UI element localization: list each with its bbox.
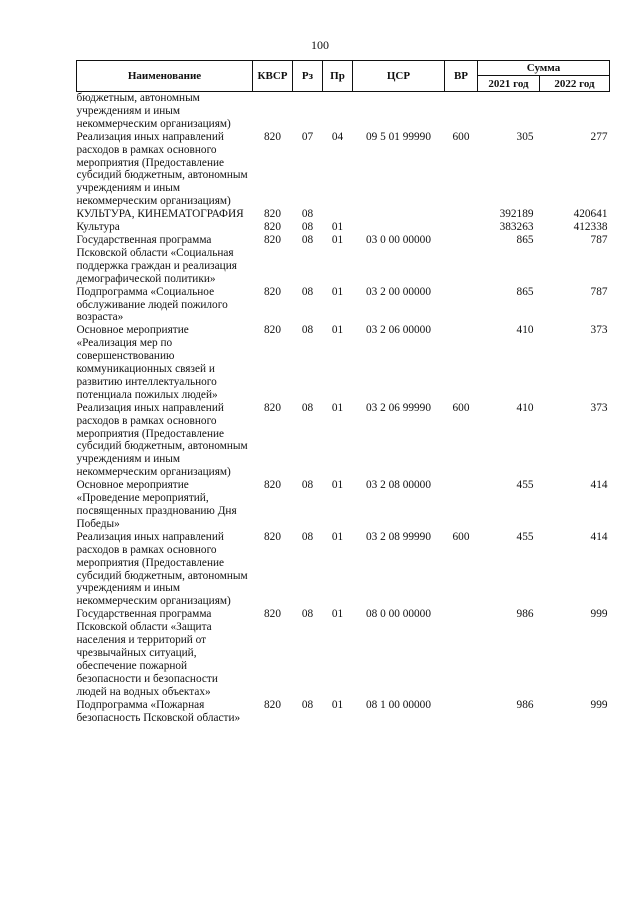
cell-vr bbox=[445, 234, 478, 286]
cell-rz: 07 bbox=[301, 130, 314, 143]
cell-name: Реализация иных направлений расходов в рамках основного мероприятия (Предоставление субсидий бюджетным, автономным учреждениям и иным некоммерческим организациям) bbox=[76, 530, 248, 608]
cell-vr bbox=[445, 208, 478, 221]
cell-2021: 865 bbox=[516, 233, 534, 246]
cell-2022: 277 bbox=[590, 130, 608, 143]
cell-rz: 08 bbox=[301, 221, 314, 234]
cell-vr bbox=[445, 699, 478, 725]
cell-csr bbox=[353, 221, 445, 234]
col-header-year-2021: 2021 год bbox=[478, 76, 540, 92]
cell-2021: 392189 bbox=[499, 208, 534, 221]
cell-pr: 01 bbox=[331, 324, 344, 337]
cell-csr: 03 2 08 00000 bbox=[366, 479, 431, 492]
cell-pr: 04 bbox=[331, 130, 344, 143]
cell-kvsr: 820 bbox=[264, 479, 281, 492]
cell-kvsr: 820 bbox=[264, 530, 281, 543]
cell-rz: 08 bbox=[301, 208, 314, 221]
cell-rz: 08 bbox=[301, 401, 314, 414]
cell-vr bbox=[445, 92, 478, 131]
cell-csr: 03 2 08 99990 bbox=[366, 530, 431, 543]
cell-name: Подпрограмма «Пожарная безопасность Псковской области» bbox=[76, 698, 241, 724]
cell-csr: 03 2 06 00000 bbox=[366, 324, 431, 337]
cell-rz: 08 bbox=[301, 698, 314, 711]
table-body bbox=[77, 92, 610, 725]
cell-2022: 787 bbox=[590, 233, 608, 246]
cell-pr: 01 bbox=[331, 530, 344, 543]
cell-pr: 01 bbox=[331, 608, 344, 621]
cell-2022: 414 bbox=[590, 530, 608, 543]
col-header-rz: Рз bbox=[293, 61, 323, 92]
cell-pr: 01 bbox=[331, 401, 344, 414]
cell-kvsr: 820 bbox=[264, 698, 281, 711]
table-row bbox=[77, 608, 610, 698]
cell-vr: 600 bbox=[452, 130, 470, 143]
cell-kvsr: 820 bbox=[264, 221, 281, 234]
cell-csr: 03 2 06 99990 bbox=[366, 401, 431, 414]
table-header bbox=[77, 61, 610, 92]
cell-pr: 01 bbox=[331, 698, 344, 711]
col-header-name: Наименование bbox=[77, 61, 253, 92]
cell-vr bbox=[445, 286, 478, 325]
cell-kvsr: 820 bbox=[264, 401, 281, 414]
table-row bbox=[77, 286, 610, 325]
budget-table-container bbox=[76, 60, 609, 724]
cell-csr: 08 1 00 00000 bbox=[366, 698, 431, 711]
cell-2021: 410 bbox=[516, 324, 534, 337]
cell-kvsr: 820 bbox=[264, 608, 281, 621]
cell-name: Основное мероприятие «Реализация мер по совершенствованию коммуникационных связей и развитию интеллектуального потенциала пожилых людей» bbox=[76, 324, 218, 401]
cell-2021: 455 bbox=[516, 479, 534, 492]
col-header-vr: ВР bbox=[445, 61, 478, 92]
cell-vr bbox=[445, 479, 478, 531]
cell-vr bbox=[445, 324, 478, 401]
cell-2022: 412338 bbox=[573, 221, 608, 234]
cell-rz: 08 bbox=[301, 324, 314, 337]
cell-2022: 999 bbox=[590, 608, 608, 621]
cell-2022: 787 bbox=[590, 285, 608, 298]
cell-kvsr: 820 bbox=[264, 208, 281, 221]
cell-kvsr: 820 bbox=[264, 285, 281, 298]
cell-2022: 420641 bbox=[573, 208, 608, 221]
cell-vr bbox=[445, 221, 478, 234]
cell-2022: 999 bbox=[590, 698, 608, 711]
cell-rz: 08 bbox=[301, 285, 314, 298]
table-row bbox=[77, 208, 610, 221]
cell-kvsr bbox=[253, 92, 293, 131]
table-row bbox=[77, 479, 610, 531]
cell-vr: 600 bbox=[452, 401, 470, 414]
col-header-year-2022: 2022 год bbox=[540, 76, 610, 92]
col-header-pr: Пр bbox=[323, 61, 353, 92]
cell-rz: 08 bbox=[301, 233, 314, 246]
table-row bbox=[77, 402, 610, 479]
cell-pr: 01 bbox=[331, 285, 344, 298]
cell-kvsr: 820 bbox=[264, 130, 281, 143]
cell-name: КУЛЬТУРА, КИНЕМАТОГРАФИЯ bbox=[76, 208, 244, 221]
cell-vr bbox=[445, 608, 478, 698]
cell-vr: 600 bbox=[452, 530, 470, 543]
cell-2021: 455 bbox=[516, 530, 534, 543]
cell-csr: 09 5 01 99990 bbox=[366, 130, 431, 143]
cell-kvsr: 820 bbox=[264, 324, 281, 337]
cell-2021: 410 bbox=[516, 401, 534, 414]
table-row bbox=[77, 234, 610, 286]
cell-name: Государственная программа Псковской области «Социальная поддержка граждан и реализация демографической политики» bbox=[76, 233, 237, 285]
cell-rz: 08 bbox=[301, 530, 314, 543]
budget-table bbox=[76, 60, 610, 724]
cell-csr bbox=[353, 208, 445, 221]
cell-name: Реализация иных направлений расходов в рамках основного мероприятия (Предоставление субсидий бюджетным, автономным учреждениям и иным некоммерческим организациям) bbox=[76, 401, 248, 479]
cell-2021: 383263 bbox=[499, 221, 534, 234]
cell-pr: 01 bbox=[331, 221, 344, 234]
table-row bbox=[77, 699, 610, 725]
cell-name: Реализация иных направлений расходов в рамках основного мероприятия (Предоставление субсидий бюджетным, автономным учреждениям и иным некоммерческим организациям) bbox=[76, 130, 248, 208]
cell-2021: 986 bbox=[516, 698, 534, 711]
table-row bbox=[77, 221, 610, 234]
cell-rz bbox=[293, 92, 323, 131]
cell-pr: 01 bbox=[331, 233, 344, 246]
cell-2022 bbox=[540, 92, 610, 131]
cell-name: Подпрограмма «Социальное обслуживание людей пожилого возраста» bbox=[76, 285, 228, 324]
cell-rz: 08 bbox=[301, 479, 314, 492]
cell-csr: 03 0 00 00000 bbox=[366, 233, 431, 246]
cell-csr bbox=[353, 92, 445, 131]
page-number: 100 bbox=[311, 38, 329, 52]
cell-name: Государственная программа Псковской области «Защита населения и территорий от чрезвычайных ситуаций, обеспечение пожарной безопасности и безопасности людей на водных объектах» bbox=[76, 608, 218, 698]
cell-csr: 08 0 00 00000 bbox=[366, 608, 431, 621]
cell-name: Культура bbox=[76, 221, 120, 234]
cell-2022: 414 bbox=[590, 479, 608, 492]
cell-2021: 865 bbox=[516, 285, 534, 298]
cell-2021 bbox=[478, 92, 540, 131]
cell-kvsr: 820 bbox=[264, 233, 281, 246]
cell-pr bbox=[323, 92, 353, 131]
cell-2021: 305 bbox=[516, 130, 534, 143]
table-row bbox=[77, 92, 610, 131]
table-row bbox=[77, 131, 610, 208]
cell-pr bbox=[323, 208, 353, 221]
cell-2021: 986 bbox=[516, 608, 534, 621]
cell-csr: 03 2 00 00000 bbox=[366, 285, 431, 298]
cell-name: Основное мероприятие «Проведение мероприятий, посвященных празднованию Дня Победы» bbox=[76, 479, 237, 530]
cell-2022: 373 bbox=[590, 401, 608, 414]
cell-2022: 373 bbox=[590, 324, 608, 337]
cell-pr: 01 bbox=[331, 479, 344, 492]
col-header-sum: Сумма bbox=[478, 61, 610, 76]
cell-rz: 08 bbox=[301, 608, 314, 621]
col-header-kvsr: КВСР bbox=[253, 61, 293, 92]
col-header-csr: ЦСР bbox=[353, 61, 445, 92]
table-row bbox=[77, 531, 610, 608]
cell-name: бюджетным, автономным учреждениям и иным некоммерческим организациям) bbox=[76, 92, 231, 130]
table-row bbox=[77, 324, 610, 401]
